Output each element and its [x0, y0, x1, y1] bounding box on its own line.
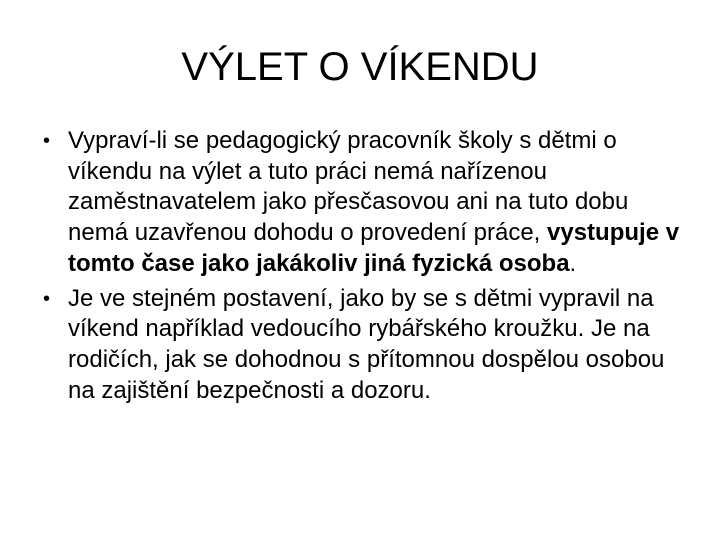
bullet-text-1-after: .: [569, 249, 577, 277]
bullet-text-2: Je ve stejném postavení, jako by se s dětmi vypravil na víkend například vedoucího rybářského kroužku. Je na rodičích, jak se dohodnou s přítomnou dospělou osobou na zajištění bezpečnosti a dozoru.: [68, 284, 665, 404]
bullet-text-1-before: Vypraví-li se pedagogický pracovník školy s dětmi o víkendu na výlet a tuto práci nemá nařízenou zaměstnavatelem jako přesčasovou ani na tuto dobu nemá uzavřenou dohodu o provedení práce,: [68, 127, 629, 247]
bullet-dot-icon: •: [43, 130, 51, 152]
bullet-item-2: [40, 284, 680, 407]
bullet-text-1-bold: vystupuje v tomto čase jako jakákoliv jiná fyzická osoba: [68, 219, 680, 277]
bullet-list: [40, 126, 680, 410]
bullet-item-1: [40, 126, 680, 280]
bullet-dot-icon: •: [43, 287, 51, 310]
slide-title: VÝLET O VÍKENDU: [181, 45, 539, 89]
